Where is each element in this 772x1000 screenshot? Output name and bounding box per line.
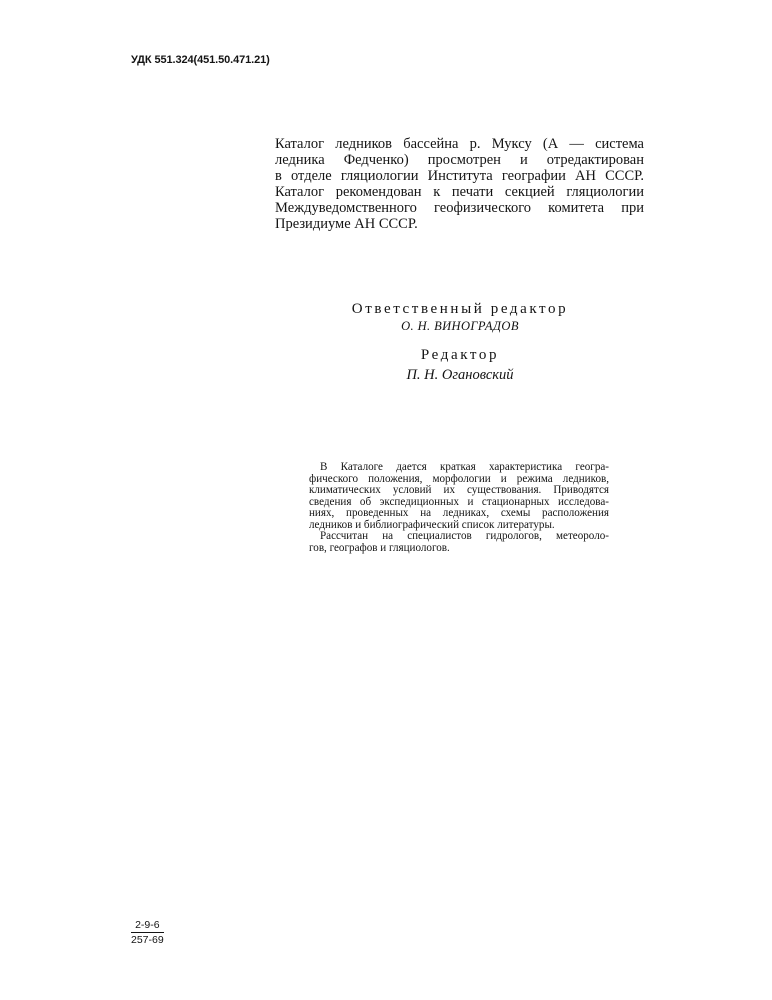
annotation-line: Рассчитан на специалистов гидрологов, метеороло- <box>320 530 609 542</box>
annotation-line: фического положения, морфологии и режима ледников, <box>309 472 609 485</box>
catalog-intro-paragraph <box>275 136 644 232</box>
responsible-editor-heading: Ответственный редактор <box>351 301 569 317</box>
udc-code: УДК 551.324(451.50.471.21) <box>131 54 270 66</box>
editor-name: П. Н. Огановский <box>406 367 514 383</box>
annotation-line: ледников и библиографический список литературы. <box>309 518 555 531</box>
editor-heading: Редактор <box>420 347 500 363</box>
annotation-line: В Каталоге дается краткая характеристика геогра- <box>320 461 609 473</box>
intro-line: Каталог ледников бассейна р. Муксу (А — система <box>275 136 644 152</box>
annotation-line: сведения об экспедиционных и стационарных исследова- <box>309 495 609 508</box>
intro-line: ледника Федченко) просмотрен и отредактирован <box>275 152 644 168</box>
publication-index-numerator: 2-9-6 <box>131 919 164 933</box>
intro-line: в отделе гляциологии Института географии АН СССР. <box>275 168 644 184</box>
responsible-editor-name: О. Н. ВИНОГРАДОВ <box>401 319 519 333</box>
annotation-line: гов, географов и гляциологов. <box>309 541 450 554</box>
annotation-line: ниях, проведенных на ледниках, схемы расположения <box>309 507 609 519</box>
annotation-line: климатических условий их существования. Приводятся <box>309 484 609 496</box>
publication-index-denominator: 257-69 <box>131 934 164 946</box>
intro-line: Каталог рекомендован к печати секцией гляциологии <box>275 184 644 200</box>
intro-line: Президиуме АН СССР. <box>275 216 418 232</box>
catalog-annotation <box>309 462 609 554</box>
intro-line: Междуведомственного геофизического комитета при <box>275 200 644 216</box>
publication-index <box>131 919 164 946</box>
